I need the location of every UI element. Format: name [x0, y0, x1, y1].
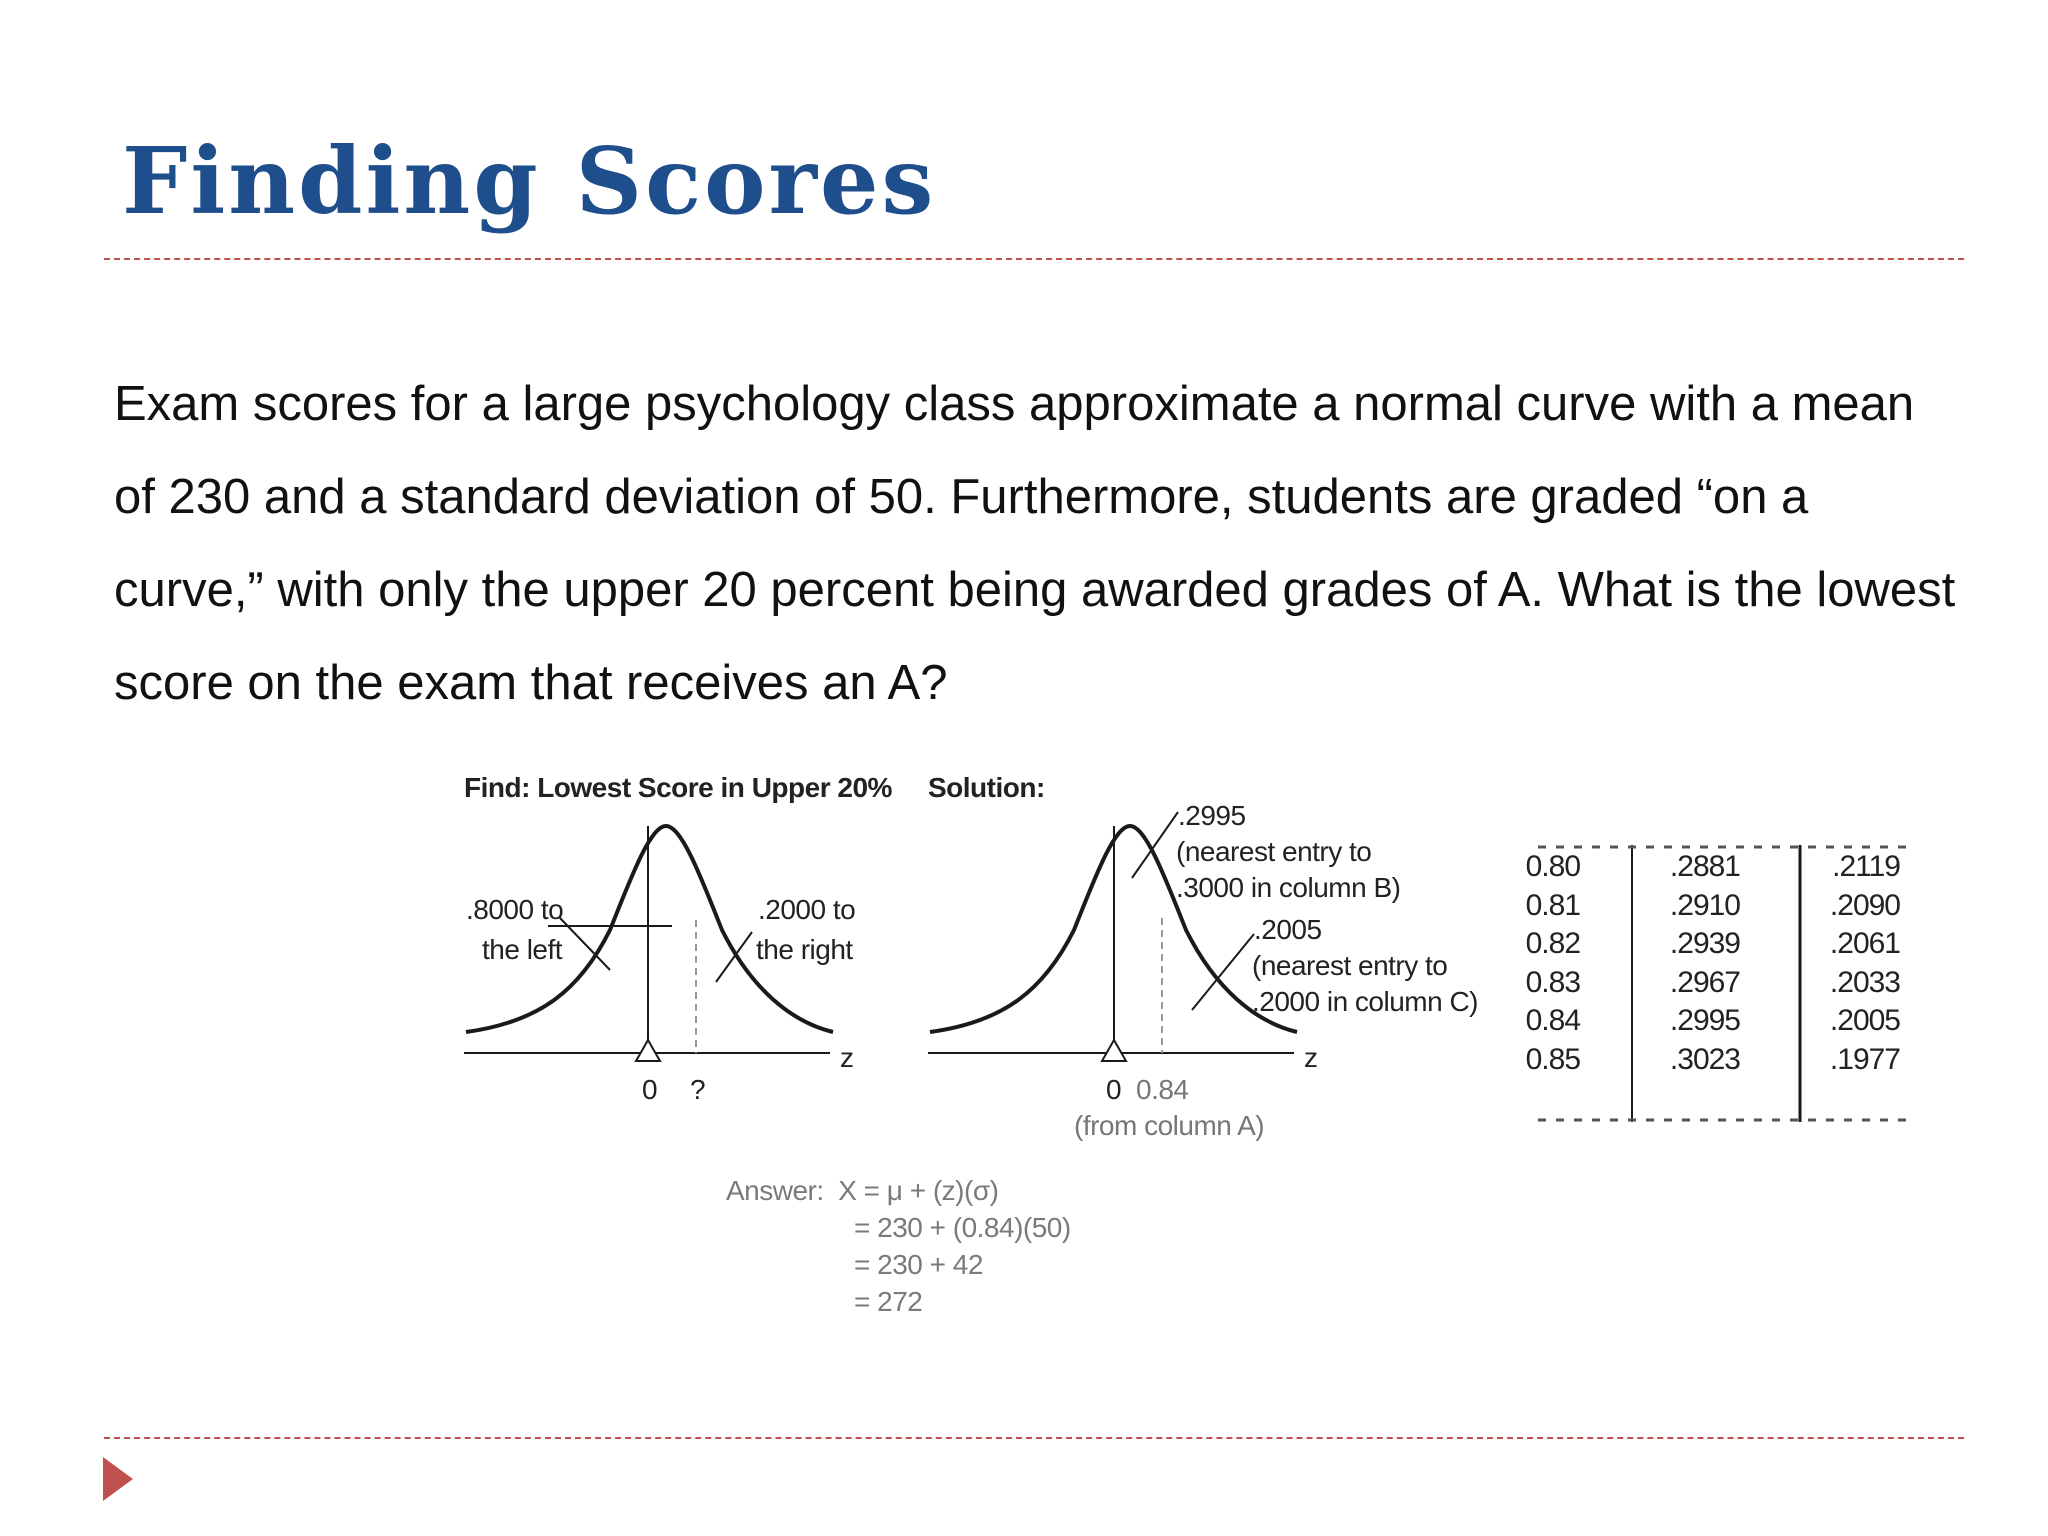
z-table-col-b	[1660, 850, 1740, 1081]
find-right-pointer	[716, 932, 752, 982]
find-right-label-2: the right	[756, 934, 853, 965]
answer-line-2: = 230 + (0.84)(50)	[854, 1212, 1071, 1243]
solution-pointer-c	[1192, 934, 1254, 1010]
table-cell: .2967	[1669, 965, 1740, 999]
table-cell: 0.83	[1525, 965, 1580, 999]
table-cell: .2119	[1832, 850, 1900, 883]
answer-line-4: = 272	[854, 1286, 923, 1317]
table-cell: .1977	[1829, 1042, 1900, 1076]
find-normal-curve	[466, 826, 833, 1032]
slide-bullet-icon	[103, 1457, 133, 1501]
solution-mean-fulcrum	[1102, 1040, 1126, 1061]
table-cell: .2090	[1829, 888, 1900, 922]
solution-tick-zero: 0	[1106, 1074, 1122, 1105]
solution-annot-c-line2: .2000 in column C)	[1252, 986, 1479, 1017]
solution-tick-note: (from column A)	[1074, 1110, 1265, 1141]
table-cell: 0.82	[1525, 927, 1580, 960]
find-axis-z: z	[840, 1042, 854, 1073]
z-table-col-c	[1820, 850, 1900, 1081]
table-cell: .2939	[1669, 927, 1740, 960]
solution-annot-b-value: .2995	[1178, 800, 1246, 831]
find-left-label-2: the left	[482, 934, 563, 965]
table-cell: .2910	[1669, 888, 1740, 922]
solution-pointer-b	[1132, 812, 1178, 878]
table-cell: .2005	[1829, 1004, 1900, 1037]
table-cell: 0.80	[1525, 850, 1580, 883]
table-cell: 0.81	[1525, 888, 1580, 922]
find-right-label-1: .2000 to	[758, 894, 856, 925]
table-cell: 0.85	[1525, 1042, 1580, 1076]
answer-line-1	[726, 1172, 1071, 1209]
find-panel-title: Find: Lowest Score in Upper 20%	[464, 772, 892, 803]
solution-annot-c-line1: (nearest entry to	[1252, 950, 1448, 981]
answer-label: Answer:	[726, 1175, 824, 1206]
solution-tick-value: 0.84	[1136, 1074, 1189, 1105]
find-tick-zero: 0	[642, 1074, 658, 1105]
find-left-label-1: .8000 to	[466, 894, 564, 925]
solution-annot-b-line2: .3000 in column B)	[1176, 872, 1401, 903]
table-cell: .2995	[1669, 1004, 1740, 1037]
table-cell: .2033	[1829, 965, 1900, 999]
solution-axis-z: z	[1304, 1042, 1318, 1073]
table-cell: .3023	[1669, 1042, 1740, 1076]
solution-panel-title: Solution:	[928, 772, 1045, 803]
answer-formula: X = μ + (z)(σ)	[838, 1175, 999, 1206]
table-cell: .2061	[1829, 927, 1900, 960]
z-table	[1510, 850, 1940, 1120]
solution-annot-b-line1: (nearest entry to	[1176, 836, 1372, 867]
table-cell: 0.84	[1525, 1004, 1580, 1037]
bottom-divider	[104, 1437, 1964, 1439]
find-mean-fulcrum	[636, 1040, 660, 1061]
problem-paragraph: Exam scores for a large psychology class approximate a normal curve with a mean of 230 and a standard deviation of 50. Furthermore, students are graded “on a curve,” with only the upper 20 percent being awarded grades of A. What is the lowest score on the exam that receives an A?	[114, 377, 1956, 710]
solution-annot-c-value: .2005	[1254, 914, 1322, 945]
answer-line-3: = 230 + 42	[854, 1249, 983, 1280]
z-table-col-a	[1510, 850, 1580, 1081]
answer-block	[726, 1172, 1071, 1320]
slide-title: Finding Scores	[122, 127, 937, 235]
table-cell: .2881	[1669, 850, 1740, 883]
find-tick-unknown: ?	[690, 1074, 706, 1105]
